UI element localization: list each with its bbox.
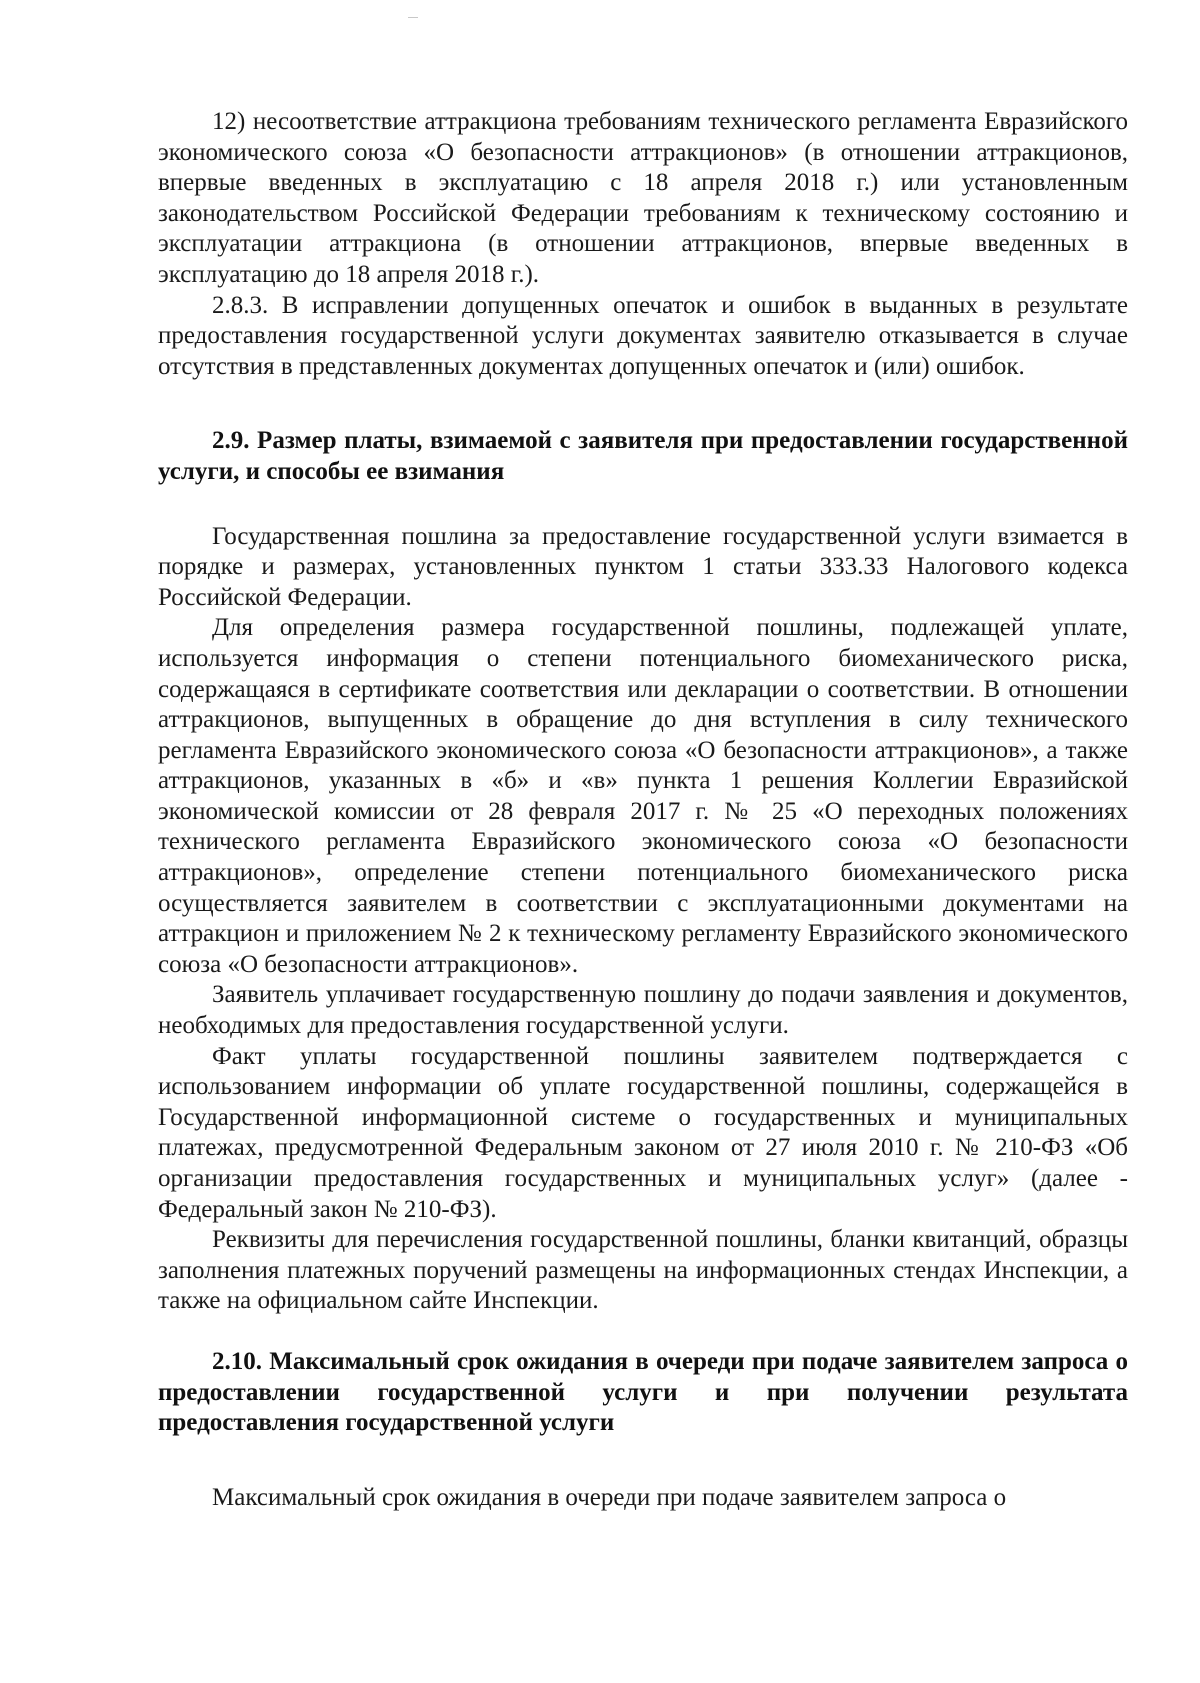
section-heading-2-10: 2.10. Максимальный срок ожидания в очереди при подаче заявителем запроса о предоставлении государственной услуги и при получении результата предоставления государственной услуги xyxy=(158,1347,1128,1437)
spacer xyxy=(158,488,1128,522)
paragraph-2-8-3: 2.8.3. В исправлении допущенных опечаток и ошибок в выданных в результате предоставления государственной услуги документах заявителю отказывается в случае отсутствия в представленных документах допущенных опечаток и (или) ошибок. xyxy=(158,291,1128,380)
scan-mark xyxy=(408,17,418,18)
paragraph-risk-degree: Для определения размера государственной пошлины, подлежащей уплате, используется информация о степени потенциального биомеханического риска, содержащаяся в сертификате соответствия или декларации о соответствии. В отношении аттракционов, выпущенных в обращение до дня вступления в силу технического регламента Евразийского экономического союза «О безопасности аттракционов», а также аттракционов, указанных в «б» и «в» пункта 1 решения Коллегии Евразийской экономической комиссии от 28 февраля 2017 г. № 25 «О переходных положениях технического регламента Евразийского экономического союза «О безопасности аттракционов», определение степени потенциального биомеханического риска осуществляется заявителем в соответствии с эксплуатационными документами на аттракцион и приложением № 2 к техническому регламенту Евразийского экономического союза «О безопасности аттракционов». xyxy=(158,614,1128,978)
paragraph-payment-timing: Заявитель уплачивает государственную пошлину до подачи заявления и документов, необходимых для предоставления государственной услуги. xyxy=(158,981,1128,1040)
paragraph-state-fee: Государственная пошлина за предоставление государственной услуги взимается в порядке и размерах, установленных пунктом 1 статьи 333.33 Налогового кодекса Российской Федерации. xyxy=(158,522,1128,611)
spacer xyxy=(158,1317,1128,1347)
paragraph-max-wait: Максимальный срок ожидания в очереди при подаче заявителем запроса о xyxy=(212,1483,1007,1511)
section-heading-2-9: 2.9. Размер платы, взимаемой с заявителя при предоставлении государственной услуги, и способы ее взимания xyxy=(158,427,1128,485)
paragraph-item-12: 12) несоответствие аттракциона требованиям технического регламента Евразийского экономического союза «О безопасности аттракционов» (в отношении аттракционов, впервые введенных в эксплуатацию с 18 апреля 2018 г.) или установленным законодательством Российской Федерации требованиям к техническому состоянию и эксплуатации аттракциона (в отношении аттракционов, впервые введенных в эксплуатацию до 18 апреля 2018 г.). xyxy=(158,108,1128,288)
spacer xyxy=(158,1439,1128,1483)
document-body xyxy=(158,107,1128,1513)
paragraph-payment-fact: Факт уплаты государственной пошлины заявителем подтверждается с использованием информации об уплате государственной пошлины, содержащейся в Государственной информационной системе о государственных и муниципальных платежах, предусмотренной Федеральным законом от 27 июля 2010 г. № 210-ФЗ «Об организации предоставления государственных и муниципальных услуг» (далее - Федеральный закон № 210-ФЗ). xyxy=(158,1042,1128,1223)
spacer xyxy=(158,382,1128,426)
paragraph-requisites: Реквизиты для перечисления государственной пошлины, бланки квитанций, образцы заполнения платежных поручений размещены на информационных стендах Инспекции, а также на официальном сайте Инспекции. xyxy=(158,1226,1128,1315)
